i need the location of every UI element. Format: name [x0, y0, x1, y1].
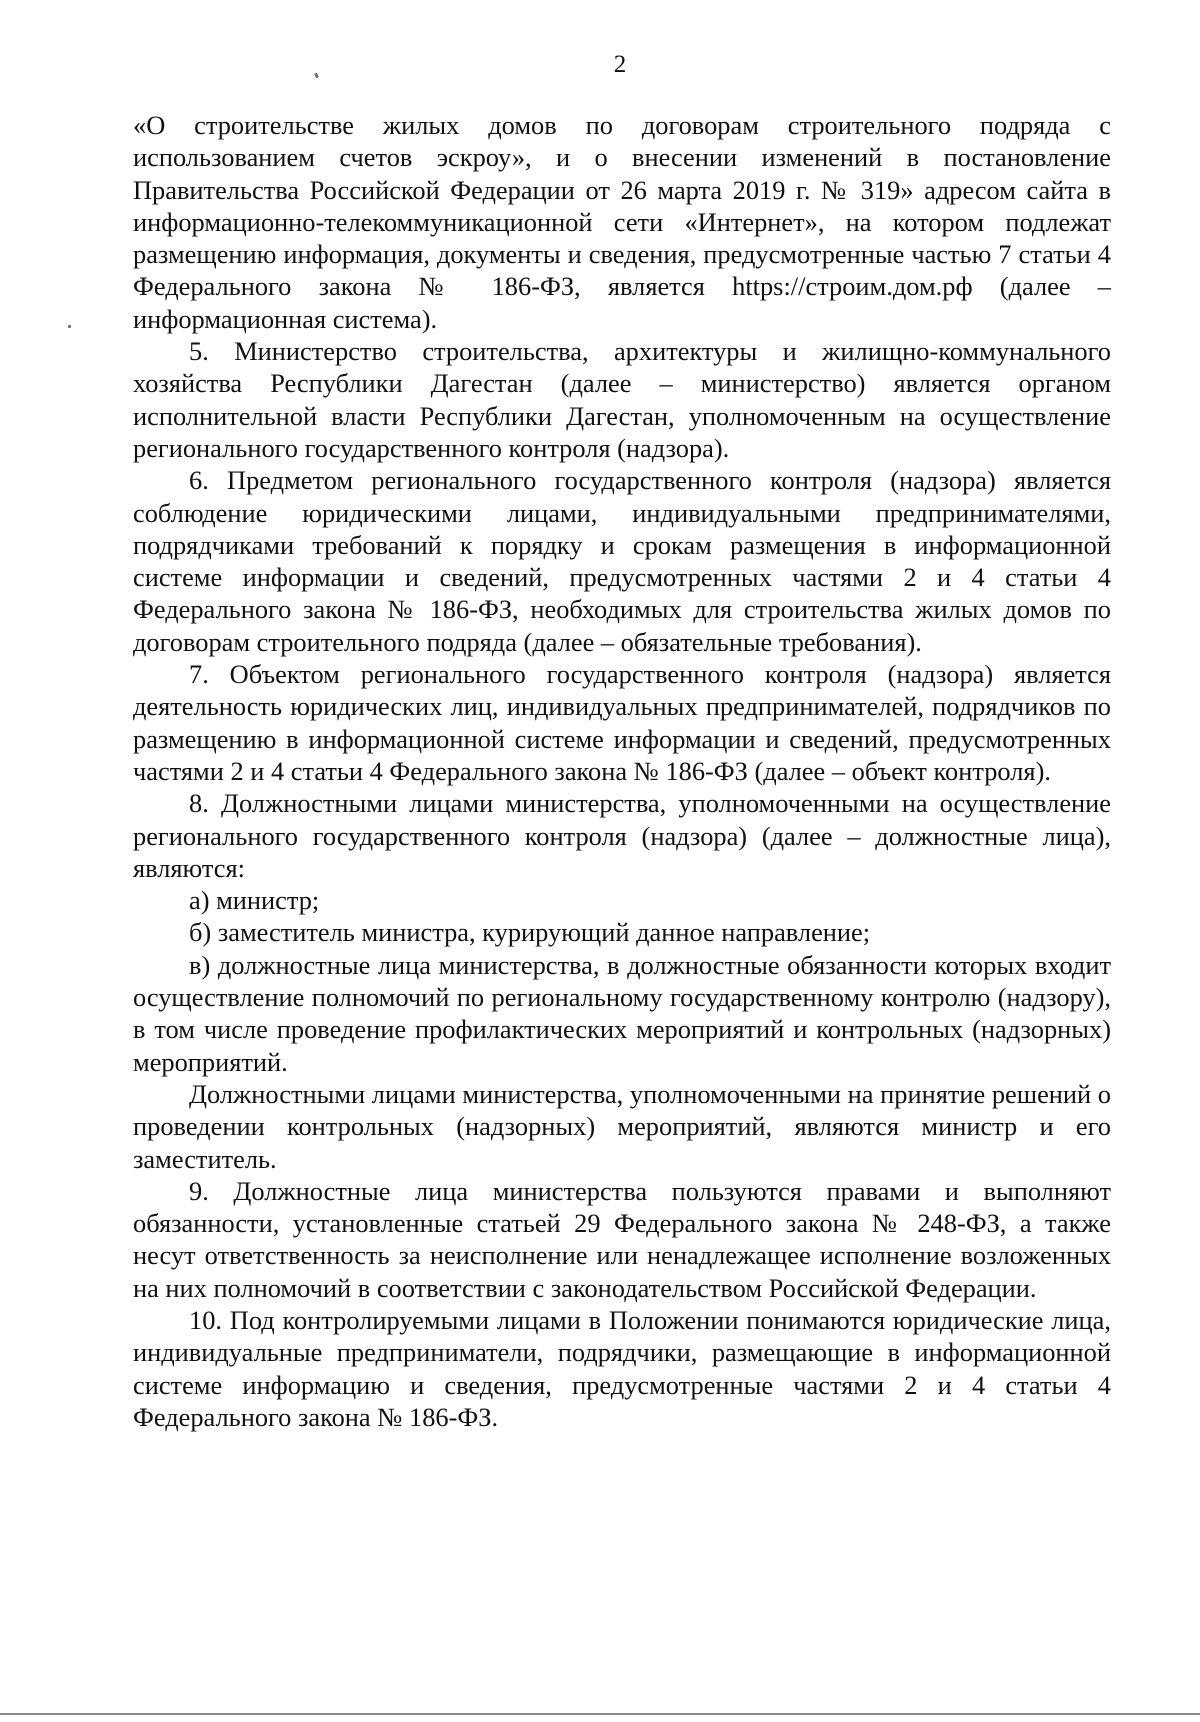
paragraph-continuation: «О строительстве жилых домов по договорам строительного подряда с использованием счетов эскроу», и о внесении изменений в постановление Правительства Российской Федерации от 26 марта 2019 г. № 319» адресом сайта в информационно-телекоммуникационной сети «Интернет», на котором подлежат размещению информация, документы и сведения, предусмотренные частью 7 статьи 4 Федерального закона № 186-ФЗ, является https://строим.дом.рф (далее – информационная система). [133, 110, 1111, 334]
scan-bottom-edge [0, 1713, 1200, 1715]
paragraph-item-7: 7. Объектом регионального государственного контроля (надзора) является деятельность юридических лиц, индивидуальных предпринимателей, подрядчиков по размещению в информационной системе информации и сведений, предусмотренных частями 2 и 4 статьи 4 Федерального закона № 186-ФЗ (далее – объект контроля). [133, 659, 1111, 786]
document-body [133, 109, 1111, 1433]
paragraph-item-5: 5. Министерство строительства, архитектуры и жилищно-коммунального хозяйства Республики Дагестан (далее – министерство) является органом исполнительной власти Республики Дагестан, уполномоченным на осуществление регионального государственного контроля (надзора). [133, 336, 1111, 463]
paragraph-subitem-b: б) заместитель министра, курирующий данное направление; [189, 917, 871, 948]
paragraph-decision-makers: Должностными лицами министерства, уполномоченными на принятие решений о проведении контрольных (надзорных) мероприятий, являются министр и его заместитель. [133, 1078, 1111, 1174]
paragraph-item-9: 9. Должностные лица министерства пользуются правами и выполняют обязанности, установленные статьей 29 Федерального закона № 248-ФЗ, а также несут ответственность за неисполнение или ненадлежащее исполнение возложенных на них полномочий в соответствии с законодательством Российской Федерации. [133, 1175, 1111, 1303]
paragraph-item-8: 8. Должностными лицами министерства, уполномоченными на осуществление регионального государственного контроля (надзора) (далее – должностные лица), являются: [133, 788, 1111, 883]
paragraph-subitem-a: а) министр; [189, 885, 320, 916]
paragraph-subitem-v: в) должностные лица министерства, в должностные обязанности которых входит осуществление полномочий по региональному государственному контролю (надзору), в том числе проведение профилактических мероприятий и контрольных (надзорных) мероприятий. [133, 949, 1111, 1077]
paragraph-item-10: 10. Под контролируемыми лицами в Положении понимаются юридические лица, индивидуальные предприниматели, подрядчики, размещающие в информационной системе информацию и сведения, предусмотренные частями 2 и 4 статьи 4 Федерального закона № 186-ФЗ. [133, 1304, 1111, 1432]
page-number: 2 [613, 51, 627, 78]
scan-speck [68, 325, 71, 328]
paragraph-item-6: 6. Предметом регионального государственного контроля (надзора) является соблюдение юридическими лицами, индивидуальными предпринимателями, подрядчиками требований к порядку и срокам размещения в информационной системе информации и сведений, предусмотренных частями 2 и 4 статьи 4 Федерального закона № 186-ФЗ, необходимых для строительства жилых домов по договорам строительного подряда (далее – обязательные требования). [133, 465, 1111, 657]
